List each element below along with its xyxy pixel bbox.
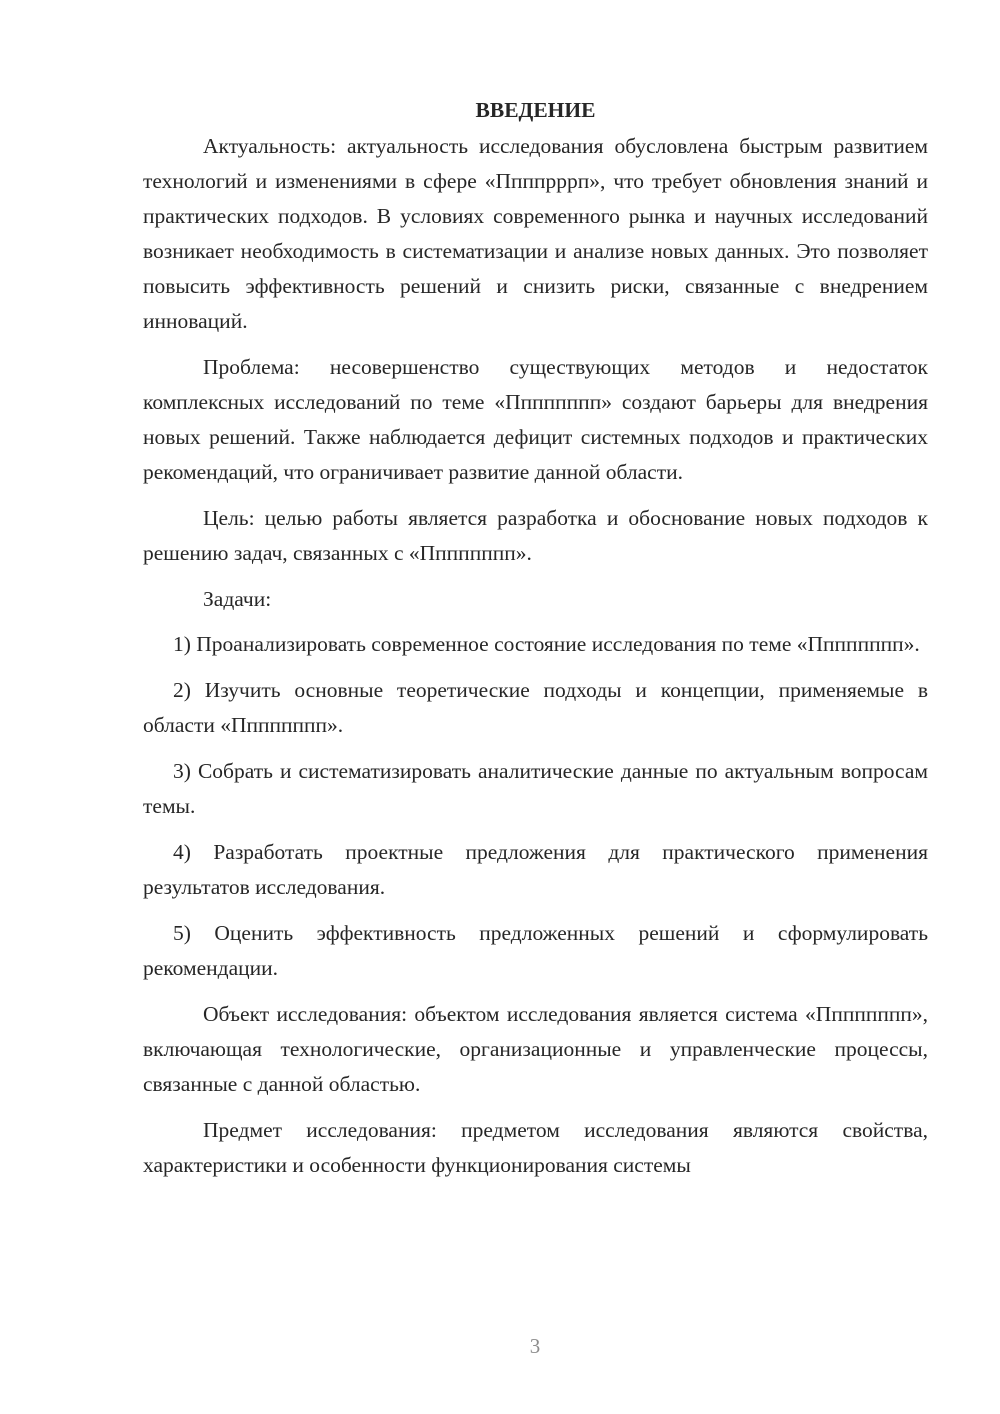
task-item-5: 5) Оценить эффективность предложенных решений и сформулировать рекомендации. xyxy=(143,921,928,980)
task-item-4: 4) Разработать проектные предложения для практического применения результатов исследования. xyxy=(143,840,928,899)
subject-paragraph: Предмет исследования: предметом исследования являются свойства, характеристики и особенности функционирования системы xyxy=(143,1118,928,1177)
task-item-1: 1) Проанализировать современное состояние исследования по теме «Пппппппп». xyxy=(173,632,920,656)
task-item-3: 3) Собрать и систематизировать аналитические данные по актуальным вопросам темы. xyxy=(143,759,928,818)
problem-paragraph: Проблема: несовершенство существующих методов и недостаток комплексных исследований по теме «Пппппппп» создают барьеры для внедрения новых решений. Также наблюдается дефицит системных подходов и практических рекомендаций, что ограничивает развитие данной области. xyxy=(143,355,928,484)
page-content xyxy=(143,93,928,1183)
relevance-paragraph: Актуальность: актуальность исследования обусловлена быстрым развитием технологий и изменениями в сфере «Ппппpppп», что требует обновления знаний и практических подходов. В условиях современного рынка и научных исследований возникает необходимость в систематизации и анализе новых данных. Это позволяет повысить эффективность решений и снизить риски, связанные с внедрением инноваций. xyxy=(143,134,928,333)
goal-paragraph: Цель: целью работы является разработка и обоснование новых подходов к решению задач, связанных с «Пппппппп». xyxy=(143,506,928,565)
task-item-2: 2) Изучить основные теоретические подходы и концепции, применяемые в области «Пппппппп». xyxy=(143,678,928,737)
tasks-label: Задачи: xyxy=(203,587,272,611)
object-paragraph: Объект исследования: объектом исследования является система «Пппппппп», включающая технологические, организационные и управленческие процессы, связанные с данной областью. xyxy=(143,1002,928,1096)
section-heading: ВВЕДЕНИЕ xyxy=(475,98,596,122)
page-number: 3 xyxy=(529,1334,541,1358)
